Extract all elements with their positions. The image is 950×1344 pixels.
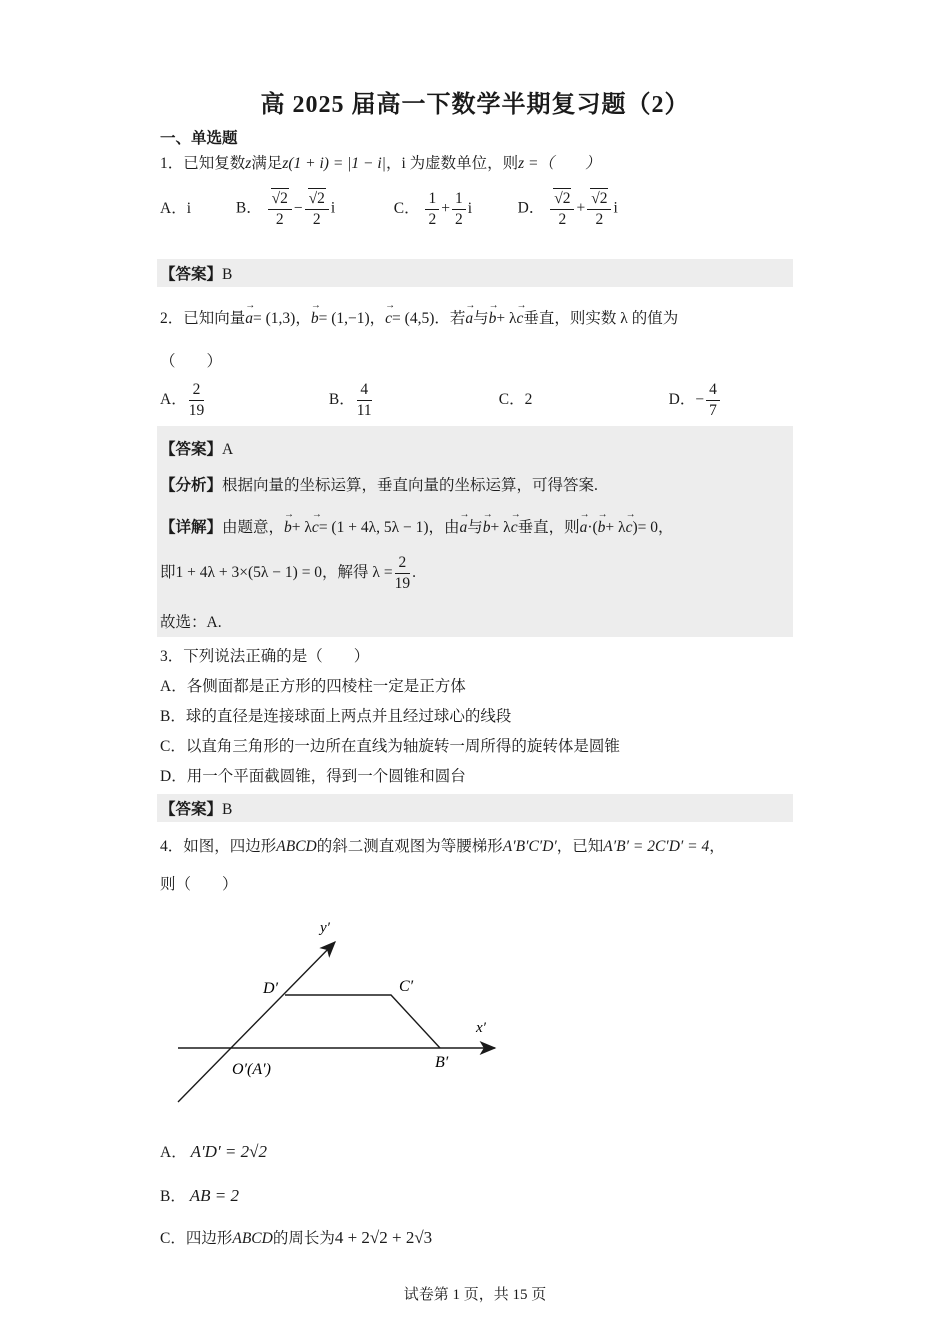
q4-option-c: C．四边形ABCD的周长为4 + 2√2 + 2√3	[160, 1228, 433, 1247]
q2-choose: 故选：A.	[160, 614, 222, 631]
point-d-label: D′	[263, 980, 279, 997]
q1-stem: 1．已知复数z满足z(1 + i) = |1 − i|，i 为虚数单位，则z =（ ）	[160, 155, 601, 172]
page-title: 高 2025 届高一下数学半期复习题（2）	[260, 92, 690, 118]
q4-stem: 4．如图，四边形ABCD的斜二测直观图为等腰梯形A′B′C′D′，已知A′B′ = 2C′D′ = 4，	[160, 838, 725, 855]
q3-stem: 3．下列说法正确的是（ ）	[160, 648, 370, 665]
q4-then: 则（ ）	[160, 876, 238, 893]
q2-stem: 2．已知向量→ a= (1,3)，→ b= (1,−1)，→ c= (4,5)．若→ a与→ b+ λ→ c垂直，则实数 λ 的值为	[160, 306, 678, 328]
q1-answer-band	[157, 259, 793, 287]
q3-option-c: C．以直角三角形的一边所在直线为轴旋转一周所得的旋转体是圆锥	[160, 738, 620, 755]
q3-option-d: D．用一个平面截圆锥，得到一个圆锥和圆台	[160, 768, 466, 785]
q2-option-c: C．2	[498, 391, 533, 409]
page-footer: 试卷第 1 页，共 15 页	[403, 1287, 547, 1303]
q4-figure	[170, 910, 510, 1110]
q4-option-a: A． A′D′ = 2√2	[160, 1142, 267, 1161]
point-o-label: O′(A′)	[232, 1061, 271, 1078]
q3-option-a: A．各侧面都是正方形的四棱柱一定是正方体	[160, 678, 466, 695]
q3-option-b: B．球的直径是连接球面上两点并且经过球心的线段	[160, 708, 512, 725]
x-axis-label: x′	[476, 1020, 486, 1036]
q1-options	[160, 188, 618, 230]
q1-option-c: C． $\frac{1}{2}$ + $\frac{1}{2}$ i	[393, 189, 473, 228]
q2-detail-line2: 即1 + 4λ + 3×(5λ − 1) = 0，解得 λ = $\frac{2}{19}$ .	[160, 554, 416, 592]
q2-analysis: 【分析】根据向量的坐标运算，垂直向量的坐标运算，可得答案.	[160, 477, 598, 494]
q1-answer: 【答案】B	[160, 266, 233, 283]
point-c-label: C′	[399, 978, 414, 995]
q1-option-d: D． $\frac{√2}{2}$ + $\frac{√2}{2}$ i	[517, 190, 618, 228]
q2-option-a: A． $\frac{2}{19}$	[160, 381, 205, 419]
q3-answer-band	[157, 794, 793, 822]
y-axis	[178, 942, 335, 1102]
q3-answer: 【答案】B	[160, 801, 233, 818]
q2-options	[160, 380, 722, 421]
section-heading: 一、单选题	[160, 130, 238, 147]
q2-option-b: B． $\frac{4}{11}$	[328, 381, 372, 419]
point-b-label: B′	[435, 1054, 449, 1071]
q1-option-a: A．i	[160, 199, 192, 217]
q1-option-b: B． $\frac{√2}{2}$ − $\frac{√2}{2}$ i	[235, 190, 336, 228]
q4-option-b: B． AB = 2	[160, 1186, 239, 1205]
q2-paren: （ ）	[160, 353, 223, 370]
q2-option-d: D．− $\frac{4}{7}$	[669, 380, 722, 421]
trapezoid-edges	[285, 995, 440, 1048]
y-axis-label: y′	[320, 920, 330, 936]
q2-answer: 【答案】A	[160, 441, 234, 458]
q2-detail: 【详解】由题意，→ b+ λ→ c= (1 + 4λ, 5λ − 1)，由→ a与→ b+ λ→ c垂直，则→ a·(→ b+ λ→ c)= 0，	[160, 515, 674, 537]
